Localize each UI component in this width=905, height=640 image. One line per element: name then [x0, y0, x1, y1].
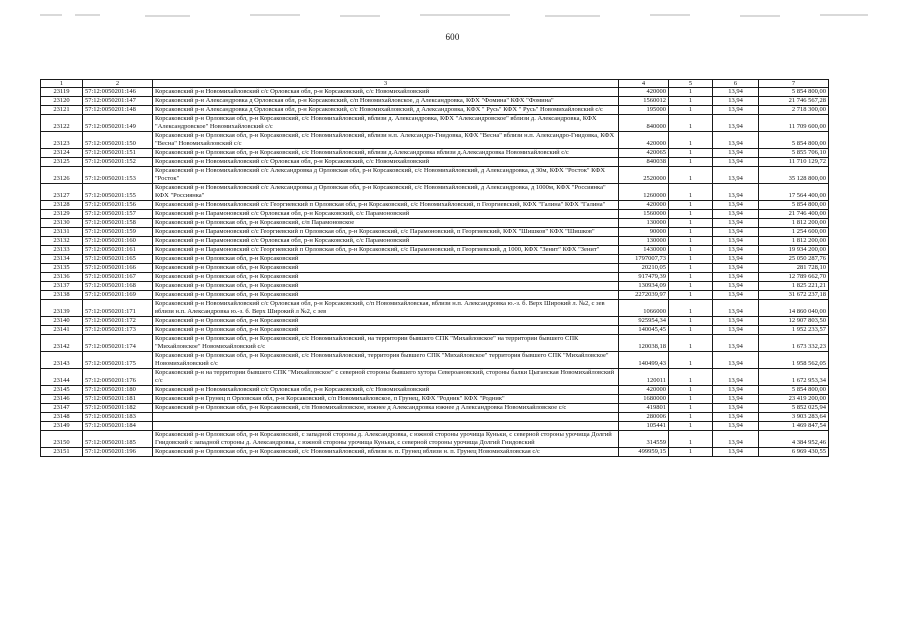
area-cell: 1797007,73	[619, 255, 669, 264]
category-cell: 1	[669, 201, 713, 210]
rate-cell: 13,94	[713, 404, 759, 413]
column-header: 5	[669, 80, 713, 88]
area-cell: 925954,34	[619, 317, 669, 326]
location-description-cell: Корсаковский р-н Орловская обл, р-н Корсаковский, с/с Новомихайловский, территория бывшего СПК "Михайловское" территория бывшего СПК "Михайловское" Новомихайловский с/с	[153, 352, 619, 369]
cadastral-number-cell: 57:12:0050201:147	[83, 97, 153, 106]
cadastral-value-cell: 1 825 221,21	[759, 282, 829, 291]
table-row	[41, 246, 829, 255]
cadastral-value-cell: 14 860 040,00	[759, 300, 829, 317]
rate-cell: 13,94	[713, 317, 759, 326]
cadastral-number-cell: 57:12:0050201:157	[83, 210, 153, 219]
table-row	[41, 431, 829, 448]
area-cell: 419801	[619, 404, 669, 413]
row-number-cell: 23150	[41, 431, 83, 448]
location-description-cell: Корсаковский р-н Орловская обл, р-н Корсаковский, с/п Новомихайловское, южнее д Александровка южнее д Александровка Новомихайловское с/с	[153, 404, 619, 413]
cadastral-number-cell: 57:12:0050201:158	[83, 219, 153, 228]
cadastral-value-table	[40, 79, 829, 457]
area-cell: 840038	[619, 158, 669, 167]
cadastral-value-cell: 19 934 200,00	[759, 246, 829, 255]
rate-cell: 13,94	[713, 255, 759, 264]
column-header: 4	[619, 80, 669, 88]
row-number-cell: 23129	[41, 210, 83, 219]
cadastral-number-cell: 57:12:0050201:167	[83, 273, 153, 282]
column-header: 3	[153, 80, 619, 88]
rate-cell: 13,94	[713, 291, 759, 300]
rate-cell: 13,94	[713, 431, 759, 448]
row-number-cell: 23147	[41, 404, 83, 413]
column-header: 1	[41, 80, 83, 88]
rate-cell: 13,94	[713, 422, 759, 431]
table-row	[41, 317, 829, 326]
row-number-cell: 23146	[41, 395, 83, 404]
table-row	[41, 88, 829, 97]
table-row	[41, 404, 829, 413]
category-cell: 1	[669, 184, 713, 201]
table-row	[41, 97, 829, 106]
location-description-cell: Корсаковский р-н Орловская обл, р-н Корсаковский	[153, 326, 619, 335]
location-description-cell: Корсаковский р-н на территории бывшего СПК "Михайловское" с северной стороны бывшего хутора Североановский, стороны балки Цыганская Новомихайловский с/с	[153, 369, 619, 386]
row-number-cell: 23119	[41, 88, 83, 97]
cadastral-value-cell: 5 854 800,00	[759, 132, 829, 149]
area-cell: 420000	[619, 132, 669, 149]
row-number-cell: 23137	[41, 282, 83, 291]
table-row	[41, 219, 829, 228]
rate-cell: 13,94	[713, 413, 759, 422]
row-number-cell: 23144	[41, 369, 83, 386]
table-row	[41, 149, 829, 158]
cadastral-number-cell: 57:12:0050201:180	[83, 386, 153, 395]
category-cell: 1	[669, 88, 713, 97]
row-number-cell: 23121	[41, 106, 83, 115]
rate-cell: 13,94	[713, 369, 759, 386]
cadastral-value-cell: 35 128 800,00	[759, 167, 829, 184]
rate-cell: 13,94	[713, 386, 759, 395]
table-row	[41, 273, 829, 282]
rate-cell: 13,94	[713, 210, 759, 219]
row-number-cell: 23151	[41, 448, 83, 457]
table-row	[41, 448, 829, 457]
row-number-cell: 23133	[41, 246, 83, 255]
row-number-cell: 23132	[41, 237, 83, 246]
location-description-cell: Корсаковский р-н Орловская обл, р-н Корсаковский, с/с Новомихайловский, вблизи д. Александровка, КФХ "Александровское" вблизи д. Александровка, КФХ "Александровское" Новомихайловский с/с	[153, 115, 619, 132]
cadastral-number-cell: 57:12:0050201:172	[83, 317, 153, 326]
cadastral-number-cell: 57:12:0050201:161	[83, 246, 153, 255]
row-number-cell: 23127	[41, 184, 83, 201]
category-cell: 1	[669, 264, 713, 273]
category-cell: 1	[669, 158, 713, 167]
rate-cell: 13,94	[713, 219, 759, 228]
category-cell: 1	[669, 335, 713, 352]
location-description-cell: Корсаковский р-н Орловская обл, р-н Корсаковский	[153, 264, 619, 273]
area-cell: 1680000	[619, 395, 669, 404]
row-number-cell: 23126	[41, 167, 83, 184]
cadastral-number-cell: 57:12:0050201:146	[83, 88, 153, 97]
row-number-cell: 23145	[41, 386, 83, 395]
area-cell: 140045,45	[619, 326, 669, 335]
category-cell: 1	[669, 219, 713, 228]
category-cell: 1	[669, 422, 713, 431]
rate-cell: 13,94	[713, 228, 759, 237]
cadastral-number-cell: 57:12:0050201:185	[83, 431, 153, 448]
row-number-cell: 23130	[41, 219, 83, 228]
table-row	[41, 184, 829, 201]
location-description-cell: Корсаковский р-н Орловская обл, р-н Корсаковский, с/с Новомихайловский, вблизи д.Александровка вблизи д.Александровка Новомихайловский с/с	[153, 149, 619, 158]
rate-cell: 13,94	[713, 88, 759, 97]
area-cell: 420000	[619, 88, 669, 97]
cadastral-value-cell: 1 952 233,57	[759, 326, 829, 335]
location-description-cell: Корсаковский р-н Новомихайловский с/с Георгиевский п Орловская обл, р-н Корсаковский, с/с Новомихайловский, п Георгиевский, КФХ "Галина" КФХ "Галина"	[153, 201, 619, 210]
table-row	[41, 115, 829, 132]
area-cell: 90000	[619, 228, 669, 237]
row-number-cell: 23125	[41, 158, 83, 167]
cadastral-value-cell: 5 852 025,94	[759, 404, 829, 413]
row-number-cell: 23148	[41, 413, 83, 422]
table-row	[41, 255, 829, 264]
row-number-cell: 23136	[41, 273, 83, 282]
cadastral-number-cell: 57:12:0050201:159	[83, 228, 153, 237]
area-cell: 195000	[619, 106, 669, 115]
cadastral-number-cell: 57:12:0050201:181	[83, 395, 153, 404]
row-number-cell: 23142	[41, 335, 83, 352]
category-cell: 1	[669, 210, 713, 219]
table-row	[41, 282, 829, 291]
cadastral-number-cell: 57:12:0050201:184	[83, 422, 153, 431]
rate-cell: 13,94	[713, 106, 759, 115]
table-row	[41, 395, 829, 404]
cadastral-value-cell: 1 812 200,00	[759, 237, 829, 246]
cadastral-number-cell: 57:12:0050201:171	[83, 300, 153, 317]
area-cell: 1066000	[619, 300, 669, 317]
category-cell: 1	[669, 431, 713, 448]
cadastral-value-cell: 21 746 400,00	[759, 210, 829, 219]
area-cell: 420000	[619, 386, 669, 395]
category-cell: 1	[669, 273, 713, 282]
cadastral-value-cell: 11 709 600,00	[759, 115, 829, 132]
table-row	[41, 158, 829, 167]
table-row	[41, 335, 829, 352]
location-description-cell: Корсаковский р-н Новомихайловский с/с Александровка д Орловская обл, р-н Корсаковский, с/с Новомихайловский, д Александровка, д 30м, КФХ "Росток" КФХ "Росток"	[153, 167, 619, 184]
cadastral-number-cell: 57:12:0050201:160	[83, 237, 153, 246]
location-description-cell: Корсаковский р-н Орловская обл, р-н Корсаковский, с западной стороны д. Александровка, с южной стороны урочища Куньки, с северной стороны урочища Долгий Гнидовский с западной стороны д. Александровка, с южной стороны урочища Куньки, с северной стороны урочища Долгий Гнидовский	[153, 431, 619, 448]
location-description-cell: Корсаковский р-н Орловская обл, р-н Корсаковский, с/п Парамоновское	[153, 219, 619, 228]
area-cell: 2272039,97	[619, 291, 669, 300]
category-cell: 1	[669, 237, 713, 246]
category-cell: 1	[669, 246, 713, 255]
area-cell: 280006	[619, 413, 669, 422]
category-cell: 1	[669, 282, 713, 291]
cadastral-number-cell: 57:12:0050201:175	[83, 352, 153, 369]
cadastral-value-cell: 3 903 283,64	[759, 413, 829, 422]
area-cell: 1560012	[619, 97, 669, 106]
row-number-cell: 23135	[41, 264, 83, 273]
cadastral-number-cell: 57:12:0050201:168	[83, 282, 153, 291]
category-cell: 1	[669, 97, 713, 106]
category-cell: 1	[669, 300, 713, 317]
area-cell: 130934,09	[619, 282, 669, 291]
row-number-cell: 23139	[41, 300, 83, 317]
cadastral-value-cell: 5 854 800,00	[759, 386, 829, 395]
rate-cell: 13,94	[713, 352, 759, 369]
row-number-cell: 23141	[41, 326, 83, 335]
location-description-cell: Корсаковский р-н Новомихайловский с/с Александровка д Орловская обл, р-н Корсаковский, с/с Новомихайловский, д Александровка, д 1000м, КФХ "Россиянка" КФХ "Россиянка"	[153, 184, 619, 201]
cadastral-value-cell: 1 812 200,00	[759, 219, 829, 228]
row-number-cell: 23120	[41, 97, 83, 106]
cadastral-number-cell: 57:12:0050201:165	[83, 255, 153, 264]
location-description-cell: Корсаковский р-н Парамоновский с/с Георгиевский п Орловская обл, р-н Корсаковский, с/с Парамоновский, п Георгиевский, КФХ "Шишков" КФХ "Шишков"	[153, 228, 619, 237]
rate-cell: 13,94	[713, 448, 759, 457]
category-cell: 1	[669, 149, 713, 158]
category-cell: 1	[669, 326, 713, 335]
cadastral-value-cell: 23 419 200,00	[759, 395, 829, 404]
location-description-cell	[153, 422, 619, 431]
cadastral-number-cell: 57:12:0050201:149	[83, 115, 153, 132]
row-number-cell: 23123	[41, 132, 83, 149]
rate-cell: 13,94	[713, 300, 759, 317]
rate-cell: 13,94	[713, 264, 759, 273]
category-cell: 1	[669, 386, 713, 395]
category-cell: 1	[669, 317, 713, 326]
category-cell: 1	[669, 448, 713, 457]
table-row	[41, 326, 829, 335]
location-description-cell: Корсаковский р-н Александровка д Орловская обл, р-н Корсаковский, с/п Новомихайловское, д Александровка, КФХ "Фомина" КФХ "Фомина"	[153, 97, 619, 106]
area-cell: 917479,39	[619, 273, 669, 282]
row-number-cell: 23140	[41, 317, 83, 326]
category-cell: 1	[669, 106, 713, 115]
cadastral-number-cell: 57:12:0050201:174	[83, 335, 153, 352]
category-cell: 1	[669, 404, 713, 413]
cadastral-number-cell: 57:12:0050201:183	[83, 413, 153, 422]
category-cell: 1	[669, 167, 713, 184]
cadastral-value-cell: 6 969 430,55	[759, 448, 829, 457]
area-cell: 1260000	[619, 184, 669, 201]
area-cell: 420000	[619, 201, 669, 210]
cadastral-value-cell: 5 855 706,10	[759, 149, 829, 158]
cadastral-value-cell: 11 710 129,72	[759, 158, 829, 167]
location-description-cell	[153, 413, 619, 422]
location-description-cell: Корсаковский р-н Новомихайловский с/с Орловская обл, р-н Корсаковский, с/с Новомихайловский	[153, 158, 619, 167]
column-header: 6	[713, 80, 759, 88]
table-row	[41, 237, 829, 246]
table-row	[41, 264, 829, 273]
row-number-cell: 23124	[41, 149, 83, 158]
cadastral-value-cell: 1 469 847,54	[759, 422, 829, 431]
cadastral-value-cell: 17 564 400,00	[759, 184, 829, 201]
table-row	[41, 201, 829, 210]
rate-cell: 13,94	[713, 158, 759, 167]
location-description-cell: Корсаковский р-н Орловская обл, р-н Корсаковский, с/с Новомихайловский, вблизи н. п. Грунец вблизи н. п. Грунец Новомихайловская с/с	[153, 448, 619, 457]
rate-cell: 13,94	[713, 149, 759, 158]
cadastral-value-cell: 1 673 332,23	[759, 335, 829, 352]
area-cell: 105441	[619, 422, 669, 431]
location-description-cell: Корсаковский р-н Орловская обл, р-н Корсаковский	[153, 273, 619, 282]
category-cell: 1	[669, 115, 713, 132]
table-row	[41, 300, 829, 317]
cadastral-value-cell: 25 050 287,76	[759, 255, 829, 264]
cadastral-value-cell: 5 854 800,00	[759, 88, 829, 97]
category-cell: 1	[669, 291, 713, 300]
cadastral-number-cell: 57:12:0050201:182	[83, 404, 153, 413]
rate-cell: 13,94	[713, 237, 759, 246]
row-number-cell: 23122	[41, 115, 83, 132]
table-row	[41, 167, 829, 184]
cadastral-number-cell: 57:12:0050201:166	[83, 264, 153, 273]
rate-cell: 13,94	[713, 115, 759, 132]
rate-cell: 13,94	[713, 282, 759, 291]
row-number-cell: 23143	[41, 352, 83, 369]
cadastral-value-cell: 4 384 952,46	[759, 431, 829, 448]
cadastral-value-cell: 12 907 803,50	[759, 317, 829, 326]
row-number-cell: 23138	[41, 291, 83, 300]
cadastral-number-cell: 57:12:0050201:176	[83, 369, 153, 386]
location-description-cell: Корсаковский р-н Парамоновский с/с Орловская обл, р-н Корсаковский, с/с Парамоновский	[153, 210, 619, 219]
category-cell: 1	[669, 352, 713, 369]
location-description-cell: Корсаковский р-н Орловская обл, р-н Корсаковский	[153, 282, 619, 291]
rate-cell: 13,94	[713, 132, 759, 149]
rate-cell: 13,94	[713, 326, 759, 335]
table-row	[41, 291, 829, 300]
rate-cell: 13,94	[713, 184, 759, 201]
rate-cell: 13,94	[713, 201, 759, 210]
rate-cell: 13,94	[713, 395, 759, 404]
table-header-row	[41, 80, 829, 88]
category-cell: 1	[669, 395, 713, 404]
location-description-cell: Корсаковский р-н Александровка д Орловская обл, р-н Корсаковский, с/с Новомихайловский, д Александровка, КФХ " Русь" КФХ " Русь" Новомихайловский с/с	[153, 106, 619, 115]
area-cell: 1430000	[619, 246, 669, 255]
cadastral-number-cell: 57:12:0050201:150	[83, 132, 153, 149]
category-cell: 1	[669, 369, 713, 386]
cadastral-number-cell: 57:12:0050201:155	[83, 184, 153, 201]
cadastral-number-cell: 57:12:0050201:173	[83, 326, 153, 335]
scan-header-artifact	[40, 6, 870, 16]
cadastral-value-cell: 1 254 600,00	[759, 228, 829, 237]
cadastral-number-cell: 57:12:0050201:153	[83, 167, 153, 184]
area-cell: 314559	[619, 431, 669, 448]
cadastral-value-cell: 1 672 953,34	[759, 369, 829, 386]
row-number-cell: 23149	[41, 422, 83, 431]
area-cell: 120011	[619, 369, 669, 386]
area-cell: 140499,43	[619, 352, 669, 369]
row-number-cell: 23131	[41, 228, 83, 237]
table-body	[41, 88, 829, 457]
table-row	[41, 352, 829, 369]
location-description-cell: Корсаковский р-н Грунец п Орловская обл, р-н Корсаковский, с/п Новомихайловское, п Грунец, КФХ "Родник" КФХ "Родник"	[153, 395, 619, 404]
location-description-cell: Корсаковский р-н Орловская обл, р-н Корсаковский, с/с Новомихайловский, на территории бывшего СПК "Михайловское" на территории бывшего СПК "Михайловское" Новомихайловский с/с	[153, 335, 619, 352]
location-description-cell: Корсаковский р-н Орловская обл, р-н Корсаковский, с/с Новомихайловский, вблизи н.п. Александро-Гнидовка, КФХ "Весна" вблизи н.п. Александро-Гнидовка, КФХ "Весна" Новомихайловский с/с	[153, 132, 619, 149]
cadastral-value-cell: 5 854 800,00	[759, 201, 829, 210]
category-cell: 1	[669, 228, 713, 237]
table-row	[41, 386, 829, 395]
cadastral-number-cell: 57:12:0050201:148	[83, 106, 153, 115]
cadastral-value-cell: 21 746 567,28	[759, 97, 829, 106]
column-header: 7	[759, 80, 829, 88]
table-row	[41, 106, 829, 115]
cadastral-value-cell: 1 958 562,05	[759, 352, 829, 369]
rate-cell: 13,94	[713, 335, 759, 352]
cadastral-number-cell: 57:12:0050201:151	[83, 149, 153, 158]
table-row	[41, 228, 829, 237]
location-description-cell: Корсаковский р-н Парамоновский с/с Орловская обл, р-н Корсаковский, с/с Парамоновский	[153, 237, 619, 246]
cadastral-value-cell: 12 789 662,70	[759, 273, 829, 282]
page-number: 600	[445, 32, 460, 42]
column-header: 2	[83, 80, 153, 88]
area-cell: 499959,15	[619, 448, 669, 457]
area-cell: 130000	[619, 219, 669, 228]
cadastral-number-cell: 57:12:0050201:169	[83, 291, 153, 300]
cadastral-number-cell: 57:12:0050201:196	[83, 448, 153, 457]
area-cell: 130000	[619, 237, 669, 246]
rate-cell: 13,94	[713, 246, 759, 255]
rate-cell: 13,94	[713, 97, 759, 106]
location-description-cell: Корсаковский р-н Орловская обл, р-н Корсаковский	[153, 255, 619, 264]
table-row	[41, 422, 829, 431]
location-description-cell: Корсаковский р-н Новомихайловский с/с Орловская обл, р-н Корсаковский, с/п Новомихайловская, вблизи н.п. Александровка ю.-з. б. Верх Широкий л. №2, с зев вблизи н.п. Александровка ю.-з. б. Верх Широкий л №2, с зев	[153, 300, 619, 317]
area-cell: 420065	[619, 149, 669, 158]
row-number-cell: 23134	[41, 255, 83, 264]
cadastral-value-cell: 2 718 300,00	[759, 106, 829, 115]
location-description-cell: Корсаковский р-н Новомихайловский с/с Орловская обл, р-н Корсаковский, с/с Новомихайловский	[153, 88, 619, 97]
cadastral-number-cell: 57:12:0050201:156	[83, 201, 153, 210]
location-description-cell: Корсаковский р-н Парамоновский с/с Георгиевский п Орловская обл, р-н Корсаковский, с/с Парамоновский, п Георгиевский, д 1000, КФХ "Зенит" КФХ "Зенит"	[153, 246, 619, 255]
category-cell: 1	[669, 413, 713, 422]
area-cell: 20210,05	[619, 264, 669, 273]
category-cell: 1	[669, 255, 713, 264]
area-cell: 2520000	[619, 167, 669, 184]
table-row	[41, 210, 829, 219]
cadastral-number-cell: 57:12:0050201:152	[83, 158, 153, 167]
location-description-cell: Корсаковский р-н Орловская обл, р-н Корсаковский	[153, 317, 619, 326]
area-cell: 120038,18	[619, 335, 669, 352]
cadastral-value-cell: 281 728,10	[759, 264, 829, 273]
category-cell: 1	[669, 132, 713, 149]
cadastral-value-cell: 31 672 237,18	[759, 291, 829, 300]
table-row	[41, 413, 829, 422]
location-description-cell: Корсаковский р-н Новомихайловский с/с Орловская обл, р-н Корсаковский, с/с Новомихайловский	[153, 386, 619, 395]
row-number-cell: 23128	[41, 201, 83, 210]
area-cell: 1560000	[619, 210, 669, 219]
rate-cell: 13,94	[713, 273, 759, 282]
table-row	[41, 132, 829, 149]
area-cell: 840000	[619, 115, 669, 132]
table-row	[41, 369, 829, 386]
location-description-cell: Корсаковский р-н Орловская обл, р-н Корсаковский	[153, 291, 619, 300]
rate-cell: 13,94	[713, 167, 759, 184]
